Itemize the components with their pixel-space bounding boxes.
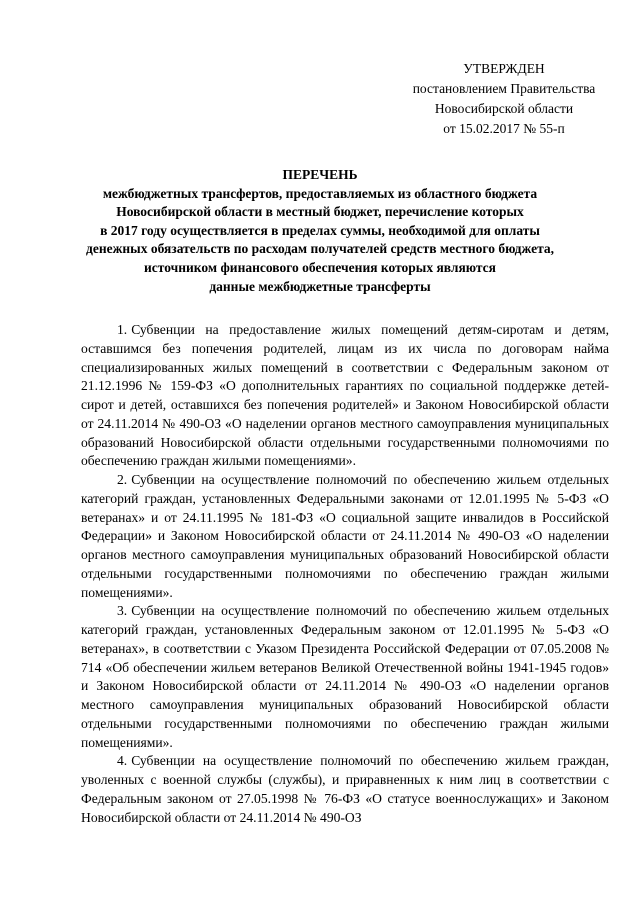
- item-number: 2.: [117, 472, 128, 487]
- item-text: Субвенции на осуществление полномочий по обеспечению жильем отдельных категорий граждан, установленных Федеральным законом от 12.01.1995 № 5-ФЗ «О ветеранах», в соответствии с Указом Президента Российской Федерации от 07.05.2008 № 714 «Об обеспечении жильем ветеранов Великой Отечественной войны 1941-1945 годов» и Законом Новосибирской области от 24.11.2014 № 490-ОЗ «О наделении органов местного самоуправления муниципальных образований Новосибирской области отдельными государственными полномочиями по обеспечению граждан жилыми помещениями».: [81, 603, 609, 750]
- approval-resolution: постановлением Правительства: [412, 81, 596, 96]
- list-item: [81, 321, 609, 471]
- item-text: Субвенции на осуществление полномочий по обеспечению жильем граждан, уволенных с военной службы (службы), и приравненных к ним лиц в соответствии с Федеральным законом от 27.05.1998 № 76-ФЗ «О статусе военнослужащих» и Законом Новосибирской области от 24.11.2014 № 490-ОЗ: [81, 753, 609, 825]
- title-line: в 2017 году осуществляется в пределах суммы, необходимой для оплаты: [100, 222, 540, 238]
- title-line: межбюджетных трансфертов, предоставляемых из областного бюджета: [102, 185, 538, 201]
- approval-region: Новосибирской области: [434, 101, 574, 116]
- item-text: Субвенции на осуществление полномочий по обеспечению жильем отдельных категорий граждан, установленных Федеральными законами от 12.01.1995 № 5-ФЗ «О ветеранах» и от 24.11.1995 № 181-ФЗ «О социальной защите инвалидов в Российской Федерации» и Законом Новосибирской области от 24.11.2014 № 490-ОЗ «О наделении органов местного самоуправления муниципальных образований Новосибирской области отдельными государственными полномочиями по обеспечению граждан жилыми помещениями».: [81, 472, 609, 600]
- title-line: Новосибирской области в местный бюджет, перечисление которых: [116, 204, 524, 220]
- list-item: [81, 471, 609, 602]
- approval-title: УТВЕРЖДЕН: [463, 61, 545, 76]
- item-number: 3.: [117, 603, 128, 619]
- title-line: данные межбюджетные трансферты: [209, 278, 431, 294]
- item-number: 4.: [117, 753, 128, 769]
- item-text: Субвенции на предоставление жилых помещений детям-сиротам и детям, оставшимся без попечения родителей, лицам из их числа по договорам найма специализированных жилых помещений в соответствии с Федеральным законом от 21.12.1996 № 159-ФЗ «О дополнительных гарантиях по социальной поддержке детей-сирот и детей, оставшихся без попечения родителей» и Законом Новосибирской области от 24.11.2014 № 490-ОЗ «О наделении органов местного самоуправления муниципальных образований Новосибирской области отдельными государственными полномочиями по обеспечению граждан жилыми помещениями».: [81, 322, 609, 469]
- title-line: источником финансового обеспечения которых являются: [144, 259, 496, 275]
- document-title: [60, 166, 580, 296]
- item-number: 1.: [117, 322, 128, 337]
- title-heading: ПЕРЕЧЕНЬ: [282, 167, 358, 182]
- document-body: [81, 321, 609, 827]
- approval-date-number: от 15.02.2017 № 55-п: [443, 121, 565, 136]
- list-item: [81, 752, 609, 827]
- list-item: [81, 602, 609, 752]
- approval-stamp: [388, 59, 620, 139]
- title-line: денежных обязательств по расходам получателей средств местного бюджета,: [86, 241, 554, 257]
